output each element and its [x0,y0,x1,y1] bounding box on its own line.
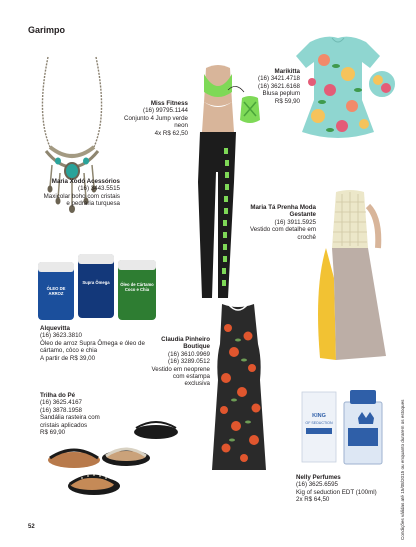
price: R$ 59,90 [274,97,300,105]
jar-label: Supra Ômega [82,280,110,285]
description: Maxicolar boho com cristais e pedraria turquesa [43,192,120,208]
jar-supra-omega [78,254,114,318]
jar-label: ÓLEO DE ARROZ [46,286,66,296]
phone: (16) 3443.5515 [78,185,120,193]
page-number: 52 [28,524,35,530]
maternity-dress-image [306,188,396,363]
description: Blusa peplum [262,90,300,98]
caption-claudia-pinheiro [150,336,210,388]
caption-alquevitta [40,325,150,362]
shop-name: Alquevitta [40,325,70,332]
description: Vestido com detalhe em crochê [249,226,316,241]
shop-name: Nelly Perfumes [296,474,341,481]
price: R$ 69,90 [40,429,66,437]
shop-name: Claudia Pinheiro Boutique [161,336,210,351]
phone: (16) 3625.4167 [40,399,82,407]
description: Conjunto 4 Jump verde neon [124,114,188,130]
phone: (16) 3625.6595 [296,481,338,489]
jar-lid [118,260,156,270]
phone: (16) 3289.0512 [168,358,210,366]
phone: (16) 3621.6168 [258,82,300,90]
phone: (16) 3911.5925 [274,218,316,226]
description: Vestido em neoprene com estampa exclusiva [151,365,210,388]
description: Kig of seduction EDT (100ml) [296,488,377,496]
shop-name: Maria Tá Prenha Moda Gestante [250,204,316,219]
section-title: Garimpo [28,25,66,35]
shop-name: Maria Xodó Acessórios [51,178,120,185]
perfume-image [300,388,390,468]
jar-lid [38,262,74,272]
shop-name: Miss Fitness [150,100,188,107]
shop-name: Marikitta [274,68,300,75]
perfume-box-brand: KING [312,413,326,419]
description: Sandália rasteira com cristais aplicados [40,414,100,429]
phone: (16) 3878.1958 [40,406,82,414]
description: Óleo de arroz Supra Ômega e óleo de cártamo, côco e chia [40,339,145,355]
perfume-box-sub: OF SEDUCTION [305,421,333,425]
supplement-jars [38,254,158,324]
jar-label: Óleo de Cártamo Coco e Chia [120,282,154,292]
caption-nelly-perfumes [296,474,396,504]
floral-dress-image [204,300,274,475]
caption-maria-xodo [40,178,120,208]
phone: (16) 3623.3810 [40,332,82,340]
sandals-image [40,418,190,508]
phone: (16) 99795.1144 [143,107,188,115]
shop-name: Trilha do Pé [40,392,76,399]
price: 4x R$ 62,50 [154,129,188,137]
jar-rice-oil [38,262,74,320]
validity-note: Condições válidas até 15/08/2015 ou enquanto durarem os estoques [400,399,405,540]
caption-miss-fitness [116,100,188,137]
jar-safflower-oil [118,260,156,320]
price: A partir de R$ 39,00 [40,354,96,362]
jar-lid [78,254,114,264]
floral-blouse-image [282,30,402,150]
phone: (16) 3421.4718 [258,75,300,83]
phone: (16) 3610.9969 [168,350,210,358]
price: 2x R$ 64,50 [296,496,330,504]
